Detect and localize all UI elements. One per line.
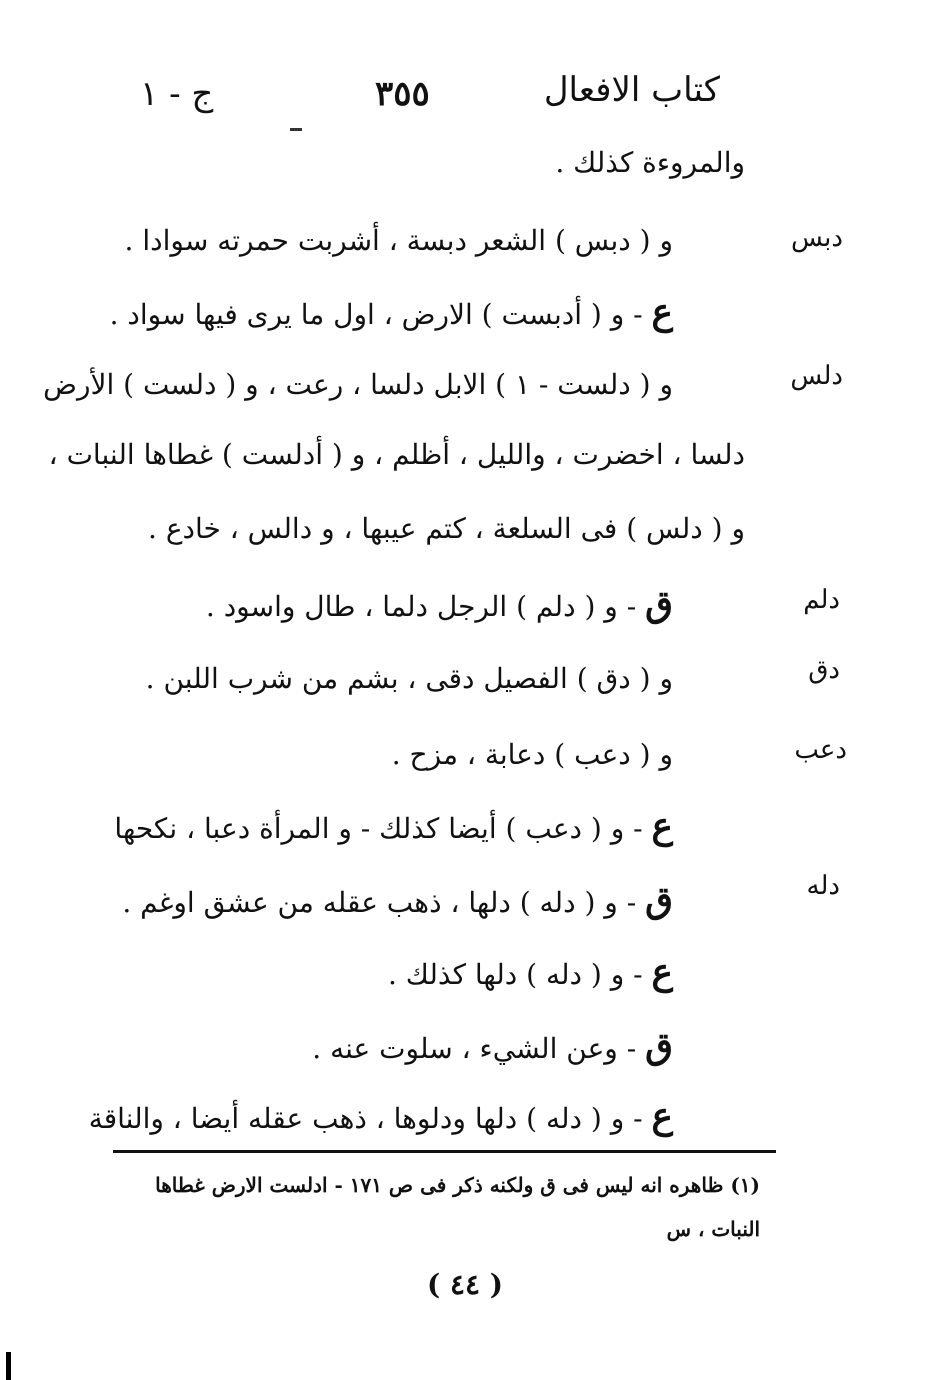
line-text: - وعن الشيء ، سلوت عنه . bbox=[312, 1032, 646, 1065]
text-line bbox=[146, 656, 673, 699]
ink-speck bbox=[6, 1352, 11, 1380]
line-text: - و ( أدبست ) الارض ، اول ما يرى فيها سواد . bbox=[109, 298, 652, 331]
line-text: و ( دلست - ١ ) الابل دلسا ، رعت ، و ( دلست ) الأرض bbox=[43, 368, 673, 401]
line-lead-letter: ع bbox=[651, 291, 673, 333]
text-line bbox=[43, 362, 673, 405]
line-text: والمروءة كذلك . bbox=[555, 146, 745, 179]
book-title: كتاب الافعال bbox=[543, 70, 720, 110]
line-lead-letter: ع bbox=[651, 1095, 673, 1137]
line-lead-letter: ع bbox=[651, 951, 673, 993]
page-number: ٣٥٥ bbox=[375, 74, 430, 114]
text-line bbox=[206, 584, 673, 627]
text-line bbox=[312, 1026, 673, 1069]
line-text: - و ( دله ) دلها ودلوها ، ذهب عقله أيضا ، والناقة bbox=[88, 1102, 652, 1135]
margin-label-dlh: دله bbox=[806, 871, 840, 901]
footnote-line-1: (١) ظاهره انه ليس فى ق ولكنه ذكر فى ص ١٧١ - ادلست الارض غطاها bbox=[155, 1173, 760, 1197]
line-text: و ( دبس ) الشعر دبسة ، أشربت حمرته سوادا . bbox=[124, 224, 673, 257]
margin-label-dlm: دلم bbox=[803, 585, 840, 615]
line-text: و ( دق ) الفصيل دقى ، بشم من شرب اللبن . bbox=[145, 662, 673, 695]
text-line bbox=[89, 1096, 673, 1139]
text-line bbox=[555, 140, 745, 183]
line-lead-letter: ق bbox=[645, 583, 673, 625]
line-lead-letter: ق bbox=[645, 879, 673, 921]
text-line bbox=[114, 806, 673, 849]
page-header bbox=[120, 70, 720, 130]
line-text: - و ( دعب ) أيضا كذلك - و المرأة دعبا ، نكحها bbox=[114, 812, 652, 845]
line-text: - و ( دله ) دلها ، ذهب عقله من عشق اوغم . bbox=[122, 886, 646, 919]
margin-label-dbs: دبس bbox=[791, 223, 843, 253]
footnote-rule bbox=[113, 1150, 776, 1153]
line-text: و ( دعب ) دعابة ، مزح . bbox=[391, 738, 673, 771]
line-text: دلسا ، اخضرت ، والليل ، أظلم ، و ( أدلست ) غطاها النبات ، bbox=[48, 438, 745, 471]
text-line bbox=[148, 506, 745, 549]
folio-number: ( ٤٤ ) bbox=[426, 1268, 504, 1301]
line-text: - و ( دلم ) الرجل دلما ، طال واسود . bbox=[205, 590, 646, 623]
line-lead-letter: ع bbox=[651, 805, 673, 847]
text-line bbox=[125, 218, 673, 261]
margin-label-dls: دلس bbox=[790, 361, 843, 391]
text-line bbox=[388, 952, 673, 995]
margin-label-dab: دعب bbox=[794, 735, 847, 765]
text-line bbox=[392, 732, 673, 775]
text-line bbox=[122, 880, 673, 923]
footnote-line-2: النبات ، س bbox=[666, 1217, 760, 1241]
text-line bbox=[110, 292, 673, 335]
volume-label: ج - ١ bbox=[140, 74, 214, 114]
margin-label-dq: دق bbox=[808, 655, 840, 685]
text-line bbox=[49, 432, 745, 475]
ink-speck bbox=[290, 128, 302, 131]
line-text: - و ( دله ) دلها كذلك . bbox=[387, 958, 652, 991]
line-lead-letter: ق bbox=[645, 1025, 673, 1067]
line-text: و ( دلس ) فى السلعة ، كتم عيبها ، و دالس ، خادع . bbox=[148, 512, 745, 545]
